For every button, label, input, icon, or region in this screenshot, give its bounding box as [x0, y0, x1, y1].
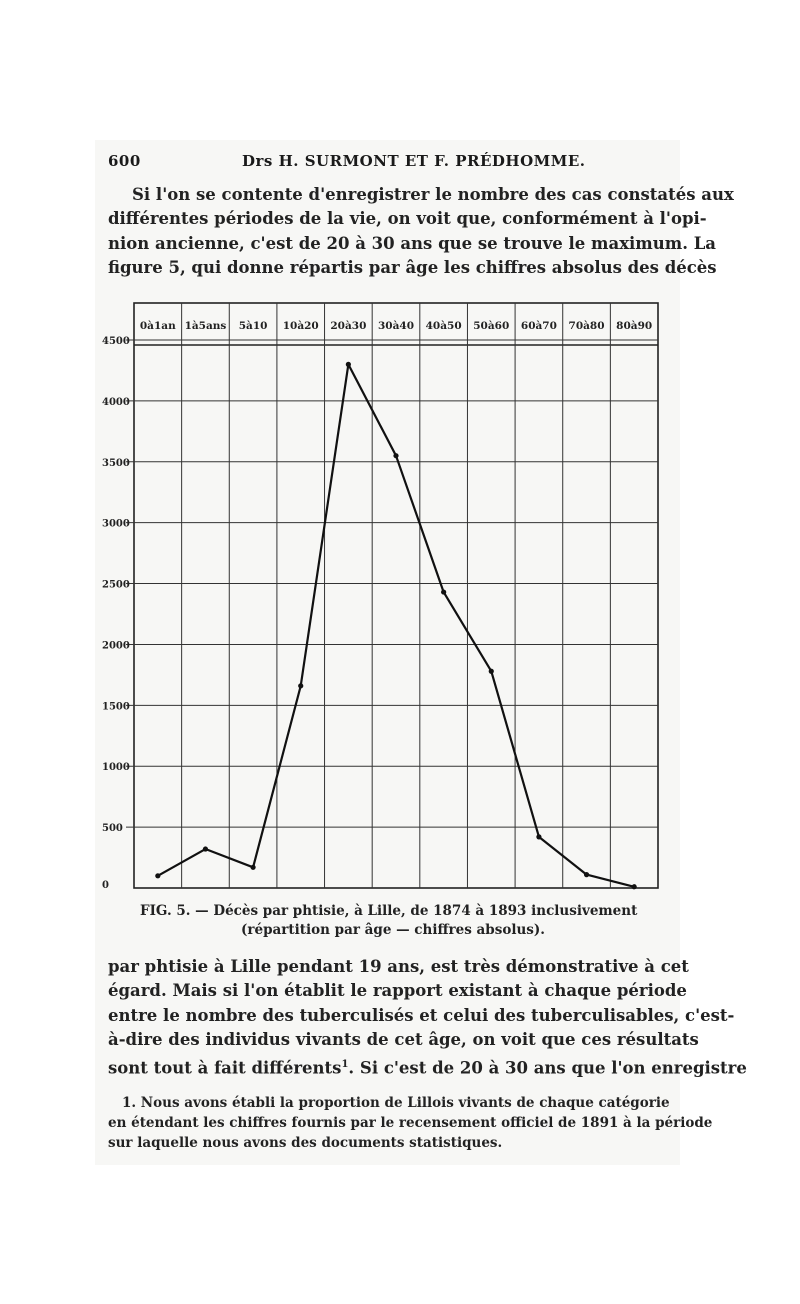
chart-x-tick-labels [140, 320, 652, 332]
x-tick-label: 70à80 [568, 320, 605, 332]
data-point [536, 834, 541, 839]
data-point [489, 669, 494, 674]
x-tick-label: 0à1an [139, 320, 176, 332]
data-point [203, 846, 208, 851]
x-tick-label: 50à60 [473, 320, 510, 332]
data-point [441, 589, 446, 594]
text-line: différentes périodes de la vie, on voit que, conformément à l'opi- [108, 209, 707, 229]
data-point [250, 865, 255, 870]
running-title: Drs H. SURMONT ET F. PRÉDHOMME. [242, 152, 586, 170]
figure-label: FIG. 5. [140, 903, 191, 919]
y-tick-label: 2500 [102, 579, 130, 591]
data-point [155, 873, 160, 878]
figure-5-chart [100, 295, 670, 895]
y-tick-label: 4000 [102, 396, 130, 408]
paragraph-bottom [108, 955, 747, 1081]
x-tick-label: 20à30 [330, 320, 367, 332]
x-tick-label: 60à70 [520, 320, 557, 332]
data-point [393, 453, 398, 458]
text-line [108, 1053, 747, 1081]
text-segment: sont tout à fait différents [108, 1058, 342, 1078]
footnote-marker: 1 [341, 1058, 349, 1070]
y-tick-label: 500 [102, 823, 123, 835]
chart-frame [134, 303, 658, 888]
data-point [298, 683, 303, 688]
y-tick-label: 1500 [102, 701, 130, 713]
text-line: Si l'on se contente d'enregistrer le nombre des cas constatés aux [132, 185, 734, 204]
chart-y-tick-labels [102, 336, 130, 891]
chart-series [155, 362, 637, 890]
y-tick-label: 3000 [102, 518, 130, 530]
text-line: égard. Mais si l'on établit le rapport existant à chaque période [108, 981, 687, 1001]
footnote [108, 1093, 713, 1153]
figure-caption [140, 902, 660, 940]
chart-grid [126, 303, 658, 888]
caption-line-1: — Décès par phtisie, à Lille, de 1874 à 1893 inclusivement [195, 903, 638, 919]
caption-line-2: (répartition par âge — chiffres absolus). [241, 922, 545, 938]
data-point [632, 884, 637, 889]
x-tick-label: 5à10 [238, 320, 268, 332]
paragraph-top [108, 183, 734, 281]
y-tick-label: 2000 [102, 640, 130, 652]
text-line: nion ancienne, c'est de 20 à 30 ans que se trouve le maximum. La [108, 233, 717, 253]
y-tick-label: 3500 [102, 457, 130, 469]
text-line: par phtisie à Lille pendant 19 ans, est très démonstrative à cet [108, 957, 689, 976]
footnote-line: 1. Nous avons établi la proportion de Lillois vivants de chaque catégorie [122, 1095, 670, 1111]
running-head [108, 152, 668, 174]
text-line: à-dire des individus vivants de cet âge, on voit que ces résultats [108, 1030, 699, 1050]
footnote-line: en étendant les chiffres fournis par le recensement officiel de 1891 à la période [108, 1115, 713, 1131]
x-tick-label: 10à20 [282, 320, 319, 332]
x-tick-label: 1à5ans [184, 320, 227, 332]
x-tick-label: 40à50 [425, 320, 462, 332]
page-number: 600 [108, 152, 141, 170]
text-line: entre le nombre des tuberculisés et celui des tuberculisables, c'est- [108, 1005, 735, 1025]
text-line: figure 5, qui donne répartis par âge les chiffres absolus des décès [108, 258, 717, 278]
text-segment: . Si c'est de 20 à 30 ans que l'on enregistre [348, 1058, 747, 1078]
footnote-line: sur laquelle nous avons des documents statistiques. [108, 1135, 503, 1151]
data-point [584, 872, 589, 877]
y-tick-label: 1000 [102, 762, 130, 774]
y-tick-label: 4500 [102, 336, 130, 347]
y-tick-label: 0 [102, 880, 109, 891]
x-tick-label: 30à40 [377, 320, 415, 332]
data-point [346, 362, 351, 367]
x-tick-label: 80à90 [616, 320, 653, 332]
